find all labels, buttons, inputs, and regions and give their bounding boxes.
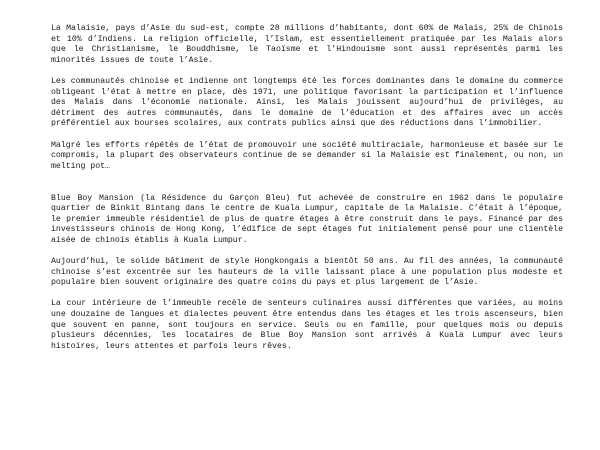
paragraph-melting-pot: Malgré les efforts répétés de l’état de promouvoir une société multiraciale, harmonieuse et basée sur le compromis, la plupart des observateurs continue de se demander si la Malaisie est finalement, ou non, un melting pot…	[51, 140, 563, 171]
paragraph-communities-economy: Les communautés chinoise et indienne ont longtemps été les forces dominantes dans le domaine du commerce obligeant l’état à mettre en place, dès 1971, une politique favorisant la participation et l’influence des Malais dans l’économie nationale. Ainsi, les Malais jouissent aujourd’hui de privilèges, au détriment des autres communautés, dans le domaine de l’éducation et des affaires avec un accès préférentiel aux bourses scolaires, aux contrats publics ainsi que des réductions dans l’immobilier.	[51, 76, 563, 129]
paragraph-courtyard-residents: La cour intérieure de l’immeuble recèle de senteurs culinaires aussi différentes que variées, au moins une douzaine de langues et dialectes peuvent être entendus dans les étages et les trois ascenseurs, bien que souvent en panne, sont toujours en service. Seuls ou en famille, pour quelques mois ou depuis plusieurs décennies, les locataires de Blue Boy Mansion sont arrivés à Kuala Lumpur avec leurs histoires, leurs attentes et parfois leurs rêves.	[51, 299, 563, 351]
paragraph-blue-boy-mansion-history: Blue Boy Mansion (la Résidence du Garçon Bleu) fut achevée de construire en 1962 dans le populaire quartier de Binkit Bintang dans le centre de Kuala Lumpur, capitale de la Malaisie. C’était à l’époque, le premier immeuble résidentiel de plus de quatre étages à être construit dans le pays. Financé par des investisseurs chinois de Hong Kong, l’édifice de sept étages fut initialement pensé pour une clientèle aisée de chinois établis à Kuala Lumpur.	[51, 193, 563, 245]
document-body	[51, 24, 563, 363]
paragraph-malaysia-demographics: La Malaisie, pays d’Asie du sud-est, compte 28 millions d’habitants, dont 60% de Malais, 25% de Chinois et 10% d’Indiens. La religion officielle, l’Islam, est essentiellement pratiquée par les Malais alors que le Christianisme, le Bouddhisme, le Taoïsme et l’Hindouisme sont aussi représentés parmi les minorités issues de toute l’Asie.	[51, 24, 563, 65]
paragraph-building-today: Aujourd’hui, le solide bâtiment de style Hongkongais a bientôt 50 ans. Au fil des années, la communauté chinoise s’est excentrée sur les hauteurs de la ville laissant place à une population plus modeste et populaire bien souvent originaire des quatre coins du pays et plus largement de l’Asie.	[51, 257, 563, 288]
section-spacer	[51, 183, 563, 194]
